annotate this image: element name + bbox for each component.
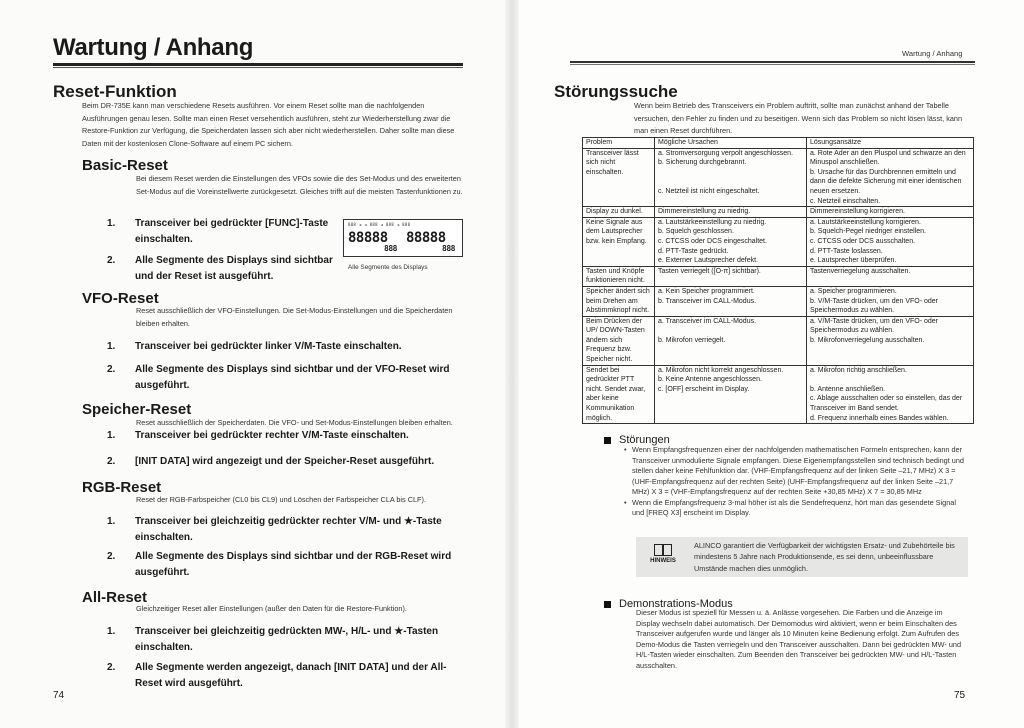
stoerungen-title: Störungen — [619, 434, 670, 446]
table-header-row — [583, 138, 974, 149]
cell-line: a. Mikrofon nicht korrekt angeschlossen. — [658, 366, 784, 374]
cell-solutions — [807, 286, 974, 316]
lcd-all-segments-figure — [343, 219, 463, 257]
cell-line: c. Netzteil ist nicht eingeschaltet. — [658, 187, 760, 195]
troubleshooting-table — [582, 137, 974, 424]
cell-solutions — [807, 207, 974, 218]
cell-line: a. Mikrofon richtig anschließen. — [810, 366, 907, 374]
cell-line: Dimmereinstellung zu niedrig. — [658, 208, 751, 216]
cell-problem: Beim Drücken der UP/ DOWN-Tasten ändern sich Frequenz bzw. Speicher nicht. — [583, 316, 655, 365]
cell-line: c. Netzteil einschalten. — [810, 197, 881, 205]
speicher-reset-title: Speicher-Reset — [82, 401, 192, 418]
lcd-top-row: 888 ◄ ◄ 888 ◄ 888 ◄ 888 — [348, 222, 411, 227]
cell-line: a. Lautstärkeeinstellung korrigieren. — [810, 218, 921, 226]
vfo-reset-title: VFO-Reset — [82, 290, 159, 307]
chapter-title: Wartung / Anhang — [53, 34, 254, 61]
cell-line: a. Stromversorgung verpolt angeschlossen. — [658, 149, 794, 157]
cell-line: b. V/M-Taste drücken, um den VFO- oder Speichermodus zu wählen. — [810, 297, 938, 315]
rgb-reset-title: RGB-Reset — [82, 479, 162, 496]
speicher-reset-desc: Reset ausschließlich der Speicherdaten. Die VFO- und Set-Modus-Einstellungen bleiben erhalten. — [136, 418, 453, 427]
right-page — [512, 0, 1024, 728]
page-number-left: 74 — [53, 690, 65, 701]
cell-line: e. Lautsprecher überprüfen. — [810, 257, 897, 265]
table-row — [583, 316, 974, 365]
cell-causes — [655, 316, 807, 365]
title-rule — [53, 63, 463, 66]
cell-line: c. CTCSS oder DCS ausschalten. — [810, 237, 916, 245]
cell-line: c. CTCSS oder DCS eingeschaltet. — [658, 237, 767, 245]
table-row — [583, 286, 974, 316]
cell-solutions — [807, 316, 974, 365]
cell-line: a. V/M-Taste drücken, um den VFO- oder Speichermodus zu wählen. — [810, 317, 938, 335]
cell-line: b. Squelch-Pegel niedriger einstellen. — [810, 228, 926, 236]
speicher-step-2: 2. [INIT DATA] wird angezeigt und der Speicher-Reset ausgeführt. — [107, 456, 435, 467]
table-row — [583, 148, 974, 207]
section-title-troubleshooting: Störungssuche — [554, 82, 678, 101]
all-reset-title: All-Reset — [82, 589, 148, 606]
cell-solutions — [807, 266, 974, 286]
speicher-step-1: 1. Transceiver bei gedrückter rechter V/M-Taste einschalten. — [107, 430, 409, 441]
hinweis-text: ALINCO garantiert die Verfügbarkeit der wichtigsten Ersatz- und Zubehörteile bis mindestens 5 Jahre nach Produktionsende, es sei denn, unbeeinflussbare Umstände machen dies unmöglich. — [694, 541, 955, 573]
hinweis-label: HINWEIS — [650, 558, 676, 564]
running-header: Wartung / Anhang — [902, 49, 963, 58]
lcd-main-right: 88888 — [406, 230, 446, 246]
cell-line: b. Antenne anschließen. — [810, 385, 886, 393]
cell-causes — [655, 217, 807, 266]
basic-step-1: 1. Transceiver bei gedrückter [FUNC]-Taste einschalten. — [107, 218, 329, 245]
col-header-solutions: Lösungsansätze — [807, 138, 974, 149]
vfo-step-1: 1. Transceiver bei gedrückter linker V/M-Taste einschalten. — [107, 341, 402, 352]
cell-line: a. Speicher programmieren. — [810, 287, 897, 295]
all-reset-desc: Gleichzeitiger Reset aller Einstellungen (außer den Daten für die Restore-Funktion). — [136, 604, 407, 613]
cell-problem: Speicher ändert sich beim Drehen am Abstimmknopf nicht. — [583, 286, 655, 316]
cell-problem: Transceiver lässt sich nicht einschalten. — [583, 148, 655, 207]
cell-causes — [655, 266, 807, 286]
basic-reset-desc: Bei diesem Reset werden die Einstellungen des VFOs sowie die des Set-Modus und des erweiterten Set-Modus auf die Voreinstellwerte zurückgesetzt. Gleiches trifft auf die meisten Tastenfunktionen zu. — [136, 174, 463, 196]
cell-line — [810, 375, 970, 385]
demo-text: Dieser Modus ist speziell für Messen u. ä. Anlässe vorgesehen. Die Farben und die Anzeige im Display wechseln dabei automatisch. Der Demomodus wird aktiviert, wenn er beim Einschalten des Transceiver aufgerufen wurde und länger als 10 Minuten keine Bedienung erfolgt. Zum Aufrufen des Demo-Modus die Tasten verriegeln und den Transceiver ausschalten. Dann bei gedrückten MW- und H/L-Tasten wieder einschalten. Zum Beenden den Transceiver bei gedrückten MW- und H/L-Tasten ausschalten. — [636, 608, 962, 670]
table-row — [583, 266, 974, 286]
hinweis-box — [636, 537, 968, 577]
reset-intro: Beim DR-735E kann man verschiedene Resets ausführen. Vor einem Reset sollte man die nachfolgenden Ausführungen genau lesen. Sollte man einen Reset versehentlich ausführen, steht zur Wiederherstellung zwar die Restore-Funktion zur Verfügung, die Speicherdaten lassen sich aber nicht wiederherstellen. Daher sollte man diese Daten mit der kostenlosen Clone-Software auf einem PC sichern. — [82, 101, 455, 148]
cell-line: b. Transceiver im CALL-Modus. — [658, 297, 757, 305]
troubleshooting-intro: Wenn beim Betrieb des Transceivers ein Problem auftritt, sollte man zunächst anhand der Tabelle versuchen, den Fehler zu finden und zu beseitigen. Wenn sich das Problem so nicht lösen lässt, kann man einen Reset durchführen. — [634, 101, 963, 136]
header-rule — [570, 61, 975, 63]
cell-line: d. PTT-Taste loslassen. — [810, 247, 883, 255]
cell-line: b. Mikrofon verriegelt. — [658, 336, 726, 344]
book-icon — [650, 544, 676, 564]
header-rule-thin — [570, 64, 975, 65]
lcd-main-left: 88888 — [348, 230, 388, 246]
all-step-2: 2. Alle Segmente werden angezeigt, danach [INIT DATA] und der All-Reset wird ausgeführt. — [107, 662, 447, 689]
cell-line: c. [OFF] erscheint im Display. — [658, 385, 750, 393]
cell-solutions — [807, 217, 974, 266]
cell-causes — [655, 148, 807, 207]
rgb-reset-desc: Reset der RGB-Farbspeicher (CL0 bis CL9) und Löschen der Farbspeicher CLA bis CLF). — [136, 495, 426, 504]
cell-line: c. Ablage ausschalten oder so einstellen, das der Transceiver im Band sendet. — [810, 395, 963, 413]
cell-line: b. Ursache für das Durchbrennen ermitteln und dann die defekte Sicherung mit einer identischen neuen ersetzen. — [810, 168, 962, 195]
cell-problem: Sendet bei gedrückter PTT nicht. Sendet zwar, aber keine Kommunikation möglich. — [583, 365, 655, 424]
cell-line: b. Squelch geschlossen. — [658, 228, 734, 236]
cell-problem: Tasten und Knöpfe funktionieren nicht. — [583, 266, 655, 286]
cell-line: a. Kein Speicher programmiert. — [658, 287, 755, 295]
cell-problem: Keine Signale aus dem Lautsprecher bzw. kein Empfang. — [583, 217, 655, 266]
table-body — [583, 148, 974, 424]
book-gutter — [505, 0, 519, 728]
cell-line — [658, 177, 803, 187]
table-row — [583, 207, 974, 218]
cell-causes — [655, 207, 807, 218]
vfo-step-2: 2. Alle Segmente des Displays sind sichtbar und der VFO-Reset wird ausgeführt. — [107, 364, 450, 391]
table-row — [583, 365, 974, 424]
title-rule-thin — [53, 67, 463, 68]
cell-line — [658, 326, 803, 336]
cell-solutions — [807, 365, 974, 424]
col-header-problem: Problem — [583, 138, 655, 149]
cell-line: b. Mikrofonverriegelung ausschalten. — [810, 336, 925, 344]
page-number-right: 75 — [954, 690, 966, 701]
cell-line: d. PTT-Taste gedrückt. — [658, 247, 729, 255]
cell-causes — [655, 365, 807, 424]
cell-solutions — [807, 148, 974, 207]
stoerungen-list — [624, 445, 969, 519]
basic-step-2: 2. Alle Segmente des Displays sind sichtbar und der Reset ist ausgeführt. — [107, 255, 333, 282]
cell-line: b. Sicherung durchgebrannt. — [658, 159, 747, 167]
lcd-sub-left: 888 — [384, 244, 397, 253]
cell-line: a. Transceiver im CALL-Modus. — [658, 317, 757, 325]
col-header-causes: Mögliche Ursachen — [655, 138, 807, 149]
vfo-reset-desc: Reset ausschließlich der VFO-Einstellungen. Die Set-Modus-Einstellungen und die Speicherdaten bleiben erhalten. — [136, 306, 453, 328]
square-bullet-icon — [604, 437, 611, 444]
lcd-caption: Alle Segmente des Displays — [348, 264, 428, 271]
list-item: • Wenn Empfangsfrequenzen einer der nachfolgenden mathematischen Formeln entsprechen, kann der Transceiver unmodulierte Signale empfangen. Diese Eigenempfangsstellen sind technisch bedingt und stellen daher keine Fehlfunktion dar. (VHF-Empfangsfrequenz auf der linken Seite –21,7 MHz) X 3 = (UHF-Empfangsfrequenz auf der rechten Seite) (UHF-Empfangsfrequenz auf der linken Seite –21,7 MHz) X 3 = (VHF-Empfangsfrequenz auf der rechten Seite +30,85 MHz) X 7 = 30,85 MHz — [624, 445, 969, 498]
cell-line: b. Keine Antenne angeschlossen. — [658, 376, 762, 384]
all-step-1: 1. Transceiver bei gleichzeitig gedrückten MW-, H/L- und ★-Tasten einschalten. — [107, 626, 439, 653]
cell-line: Dimmereinstellung korrigieren. — [810, 208, 905, 216]
rgb-step-1: 1. Transceiver bei gleichzeitig gedrückter rechter V/M- und ★-Taste einschalten. — [107, 516, 442, 543]
lcd-sub-right: 888 — [442, 244, 455, 253]
cell-line: Tasten verriegelt ([O-π] sichtbar). — [658, 267, 761, 275]
rgb-step-2: 2. Alle Segmente des Displays sind sichtbar und der RGB-Reset wird ausgeführt. — [107, 551, 452, 578]
section-title-reset: Reset-Funktion — [53, 82, 177, 101]
list-item: • Wenn die Empfangsfrequenz 3-mal höher ist als die Sendefrequenz, hört man das gesendete Signal und [FREQ X3] erscheint im Display. — [624, 498, 969, 519]
cell-line: Tastenverriegelung ausschalten. — [810, 267, 911, 275]
cell-line: d. Frequenz innerhalb eines Bandes wählen. — [810, 414, 949, 422]
square-bullet-icon — [604, 601, 611, 608]
cell-line: e. Externer Lautsprecher defekt. — [658, 257, 758, 265]
cell-line — [658, 168, 803, 178]
cell-causes — [655, 286, 807, 316]
cell-line: a. Lautstärkeeinstellung zu niedrig. — [658, 218, 767, 226]
cell-problem: Display zu dunkel. — [583, 207, 655, 218]
basic-reset-title: Basic-Reset — [82, 157, 168, 174]
cell-line: a. Rote Ader an den Pluspol und schwarze an den Minuspol anschließen. — [810, 149, 966, 167]
demo-title: Demonstrations-Modus — [619, 598, 733, 610]
table-row — [583, 217, 974, 266]
